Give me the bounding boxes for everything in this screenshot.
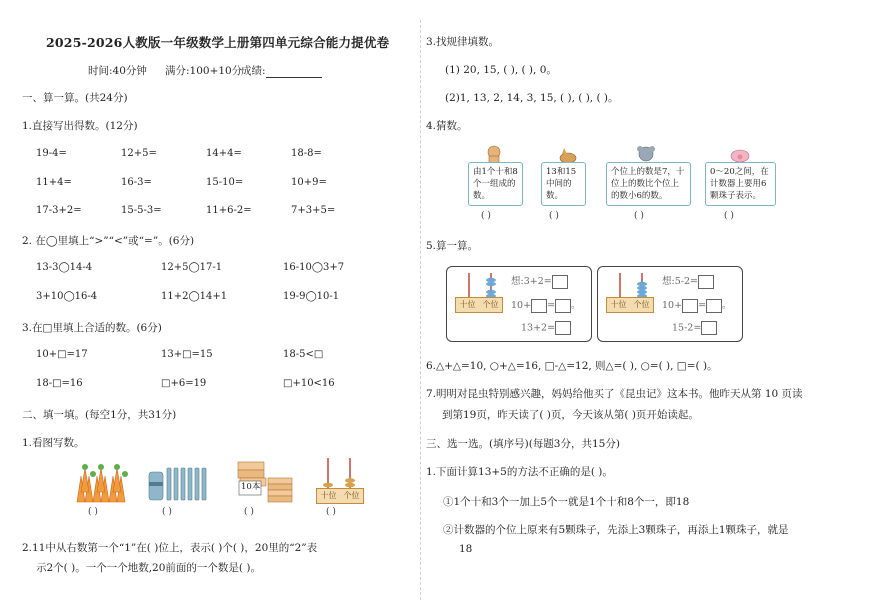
page-title: 2025-2026人教版一年级数学上册第四单元综合能力提优卷	[46, 35, 390, 50]
q2-item-r1-c2: 12+5◯17-1	[161, 262, 223, 273]
result-label: 成绩:	[241, 63, 322, 78]
right-q8-option-b: ②计数器的个位上原来有5颗珠子，先添上3颗珠子，再添上1颗珠子，就是	[443, 524, 789, 536]
q4-answer-3[interactable]: ( )	[244, 507, 254, 517]
q3-item-r1-c1: 10+□=17	[36, 349, 88, 360]
guess-card-2: 13和15中间的数。	[541, 162, 586, 206]
q1-item-r1-c2: 12+5=	[121, 148, 157, 159]
right-q7-line-1: 7.明明对昆虫特别感兴趣，妈妈给他买了《昆虫记》这本书。他昨天从第 10 页读	[426, 388, 803, 400]
q1-item-r2-c4: 10+9=	[291, 177, 327, 188]
calc-1-think: 想:3+2=	[511, 273, 568, 289]
calc-2-line3: 15-2=	[672, 321, 717, 335]
right-q8-option-b-cont: 18	[459, 543, 473, 555]
guess-answer-3[interactable]: ( )	[634, 211, 644, 221]
guess-card-3: 个位上的数是7，十位上的数比个位上的数小6的数。	[606, 162, 691, 206]
right-q8-option-a: ①1个十和3个一加上5个一就是1个十和8个一，即18	[443, 496, 690, 508]
q2-item-r1-c3: 16-10◯3+7	[283, 262, 345, 273]
column-divider	[420, 20, 422, 600]
calc-panel-2	[597, 266, 743, 342]
bundle-label: 10本	[241, 482, 261, 492]
guess-answer-1[interactable]: ( )	[481, 211, 491, 221]
q4-answer-1[interactable]: ( )	[88, 507, 98, 517]
abacus-2-base: 十位 个位	[606, 297, 654, 313]
right-q7-line-2: 到第19页，昨天读了( )页，今天该从第( )页开始读起。	[442, 409, 699, 421]
sticks-picture	[147, 464, 213, 502]
guess-answer-2[interactable]: ( )	[549, 211, 559, 221]
q3-item-r1-c2: 13+□=15	[161, 349, 213, 360]
guess-card-4: 0～20之间，在计数器上要用6颗珠子表示。	[705, 162, 776, 206]
question-5-line-2: 示2个( )。一个一个地数,20前面的一个数是( )。	[36, 562, 261, 574]
q3-item-r2-c2: □+6=19	[161, 378, 207, 389]
time-info: 时间:40分钟	[88, 65, 147, 77]
q1-item-r3-c2: 15-5-3=	[121, 205, 162, 216]
question-3-heading: 3.在□里填上合适的数。(6分)	[22, 322, 162, 334]
q1-item-r2-c2: 16-3=	[121, 177, 152, 188]
q1-item-r1-c4: 18-8=	[291, 148, 322, 159]
q4-answer-4[interactable]: ( )	[326, 507, 336, 517]
result-blank[interactable]	[266, 67, 322, 78]
right-q3-a: (1) 20, 15, ( ), ( ), 0。	[445, 64, 557, 76]
score-info: 满分:100+10分	[165, 65, 243, 77]
question-1-heading: 1.直接写出得数。(12分)	[22, 120, 138, 132]
right-q3-heading: 3.找规律填数。	[426, 36, 500, 48]
calc-1-line2: 10+ = 。	[511, 300, 581, 311]
q1-item-r2-c3: 15-10=	[206, 177, 244, 188]
q1-item-r3-c4: 7+3+5=	[291, 205, 336, 216]
abacus-picture	[316, 456, 362, 490]
right-q5-heading: 5.算一算。	[426, 240, 479, 252]
right-q4-heading: 4.猜数。	[426, 120, 468, 132]
q4-answer-2[interactable]: ( )	[162, 507, 172, 517]
q1-item-r1-c1: 19-4=	[36, 148, 67, 159]
question-4-heading: 1.看图写数。	[22, 437, 85, 449]
calc-1-line3: 13+2=	[521, 321, 571, 335]
q3-item-r2-c3: □+10<16	[283, 378, 335, 389]
q2-item-r2-c2: 11+2◯14+1	[161, 291, 228, 302]
q1-item-r2-c1: 11+4=	[36, 177, 72, 188]
q1-item-r1-c3: 14+4=	[206, 148, 242, 159]
section-3-heading: 三、选一选。(填序号)(每题3分，共15分)	[426, 438, 620, 450]
q2-item-r1-c1: 13-3◯14-4	[36, 262, 93, 273]
koala-icon	[636, 144, 656, 164]
guess-card-1: 由1个十和8个一组成的数。	[468, 162, 523, 206]
calc-panel-1	[446, 266, 592, 342]
q2-item-r2-c1: 3+10◯16-4	[36, 291, 98, 302]
q1-item-r3-c1: 17-3+2=	[36, 205, 82, 216]
carrots-picture	[73, 462, 133, 504]
q1-item-r3-c3: 11+6-2=	[206, 205, 252, 216]
abacus-1-base: 十位 个位	[455, 297, 503, 313]
q2-item-r2-c3: 19-9◯10-1	[283, 291, 340, 302]
guess-answer-4[interactable]: ( )	[724, 211, 734, 221]
question-5-line-1: 2.11中从右数第一个“1”在( )位上，表示( )个( )，20里的“2”表	[22, 542, 318, 554]
question-2-heading: 2. 在◯里填上“>”“<”或“=”。(6分)	[22, 235, 195, 247]
right-q8-heading: 1.下面计算13+5的方法不正确的是( )。	[426, 466, 613, 478]
calc-2-think: 想:5-2=	[662, 273, 714, 289]
puppy-icon	[485, 144, 503, 164]
right-q6: 6.△+△=10, ○+△=16, □-△=12, 则△=( ), ○=( ), □=( )。	[426, 360, 718, 372]
q3-item-r1-c3: 18-5<□	[283, 349, 324, 360]
calc-2-line2: 10+ = 。	[662, 300, 732, 311]
abacus-base: 十位 个位	[316, 488, 364, 504]
section-2-heading: 二、填一填。(每空1分，共31分)	[22, 409, 177, 421]
q3-item-r2-c1: 18-□=16	[36, 378, 83, 389]
right-q3-b: (2)1, 13, 2, 14, 3, 15, ( ), ( ), ( )。	[445, 92, 619, 104]
section-1-heading: 一、算一算。(共24分)	[22, 92, 128, 104]
